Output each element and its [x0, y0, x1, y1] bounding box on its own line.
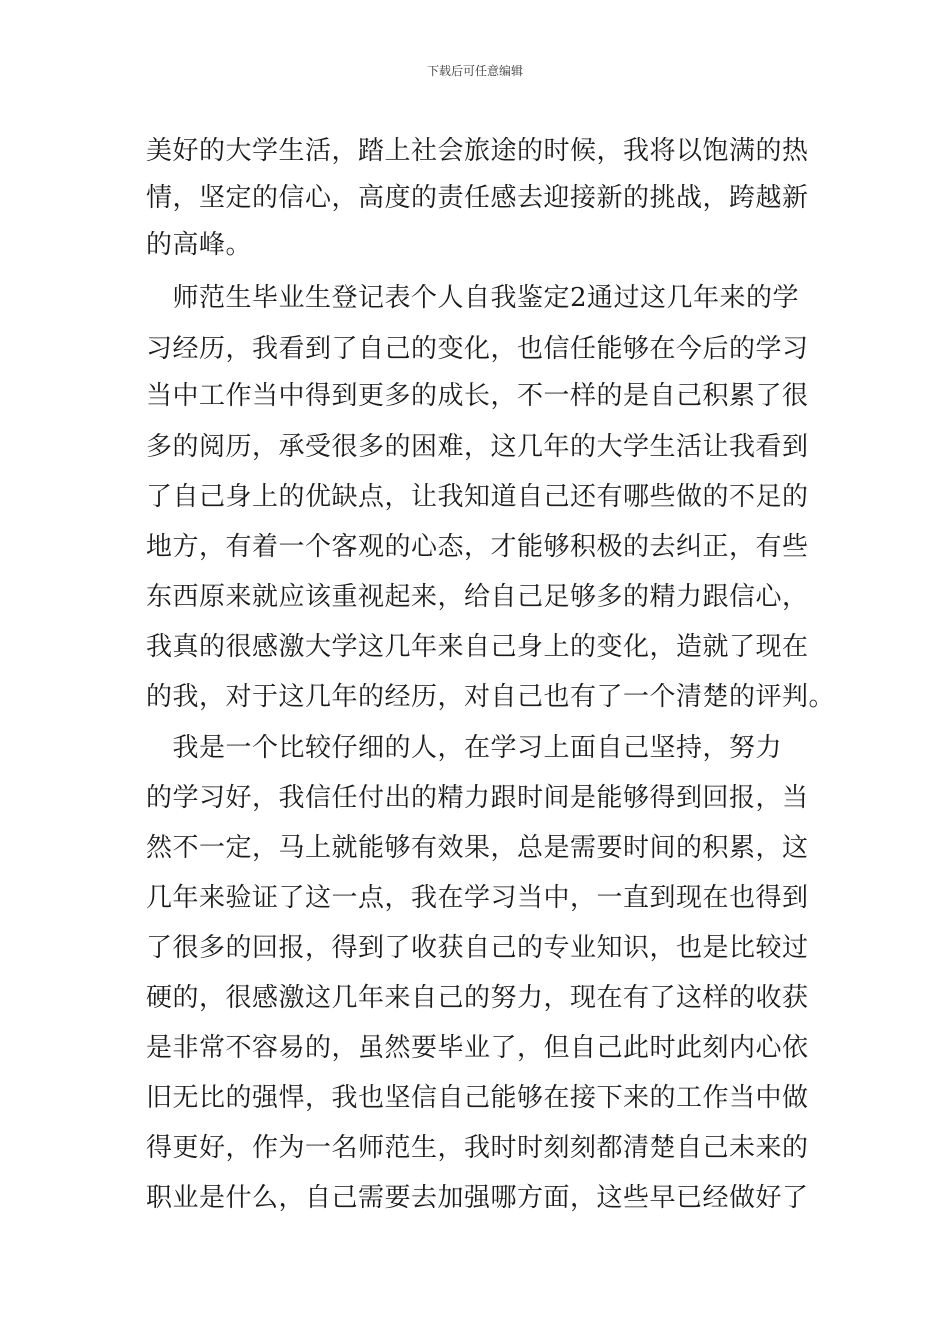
body-line: 我是一个比较仔细的人，在学习上面自己坚持，努力	[146, 733, 783, 763]
body-line: 我真的很感激大学这几年来自己身上的变化，造就了现在	[146, 632, 809, 662]
body-line: 了自己身上的优缺点，让我知道自己还有哪些做的不足的	[146, 482, 809, 512]
body-line: 然不一定，马上就能够有效果，总是需要时间的积累，这	[146, 833, 809, 863]
body-line: 多的阅历，承受很多的困难，这几年的大学生活让我看到	[146, 432, 809, 462]
body-line: 得更好，作为一名师范生，我时时刻刻都清楚自己未来的	[146, 1133, 809, 1163]
body-line: 职业是什么，自己需要去加强哪方面，这些早已经做好了	[146, 1183, 809, 1213]
body-line: 当中工作当中得到更多的成长，不一样的是自己积累了很	[146, 381, 809, 411]
body-line: 的学习好，我信任付出的精力跟时间是能够得到回报，当	[146, 783, 809, 813]
body-line: 了很多的回报，得到了收获自己的专业知识，也是比较过	[146, 933, 809, 963]
body-line: 习经历，我看到了自己的变化，也信任能够在今后的学习	[146, 334, 809, 364]
body-line: 美好的大学生活，踏上社会旅途的时候，我将以饱满的热	[146, 136, 809, 166]
body-line: 情，坚定的信心，高度的责任感去迎接新的挑战，跨越新	[146, 183, 809, 213]
body-line: 几年来验证了这一点，我在学习当中，一直到现在也得到	[146, 883, 809, 913]
body-line: 的我，对于这几年的经历，对自己也有了一个清楚的评判。	[146, 682, 836, 712]
body-line: 硬的，很感激这几年来自己的努力，现在有了这样的收获	[146, 983, 809, 1013]
body-line: 东西原来就应该重视起来，给自己足够多的精力跟信心，	[146, 582, 809, 612]
body-line: 旧无比的强悍，我也坚信自己能够在接下来的工作当中做	[146, 1083, 809, 1113]
header-note: 下载后可任意编辑	[426, 64, 523, 78]
body-line: 师范生毕业生登记表个人自我鉴定2通过这几年来的学	[146, 283, 800, 313]
body-line: 是非常不容易的，虽然要毕业了，但自己此时此刻内心依	[146, 1033, 809, 1063]
body-line: 的高峰。	[146, 230, 253, 260]
body-line: 地方，有着一个客观的心态，才能够积极的去纠正，有些	[146, 532, 809, 562]
